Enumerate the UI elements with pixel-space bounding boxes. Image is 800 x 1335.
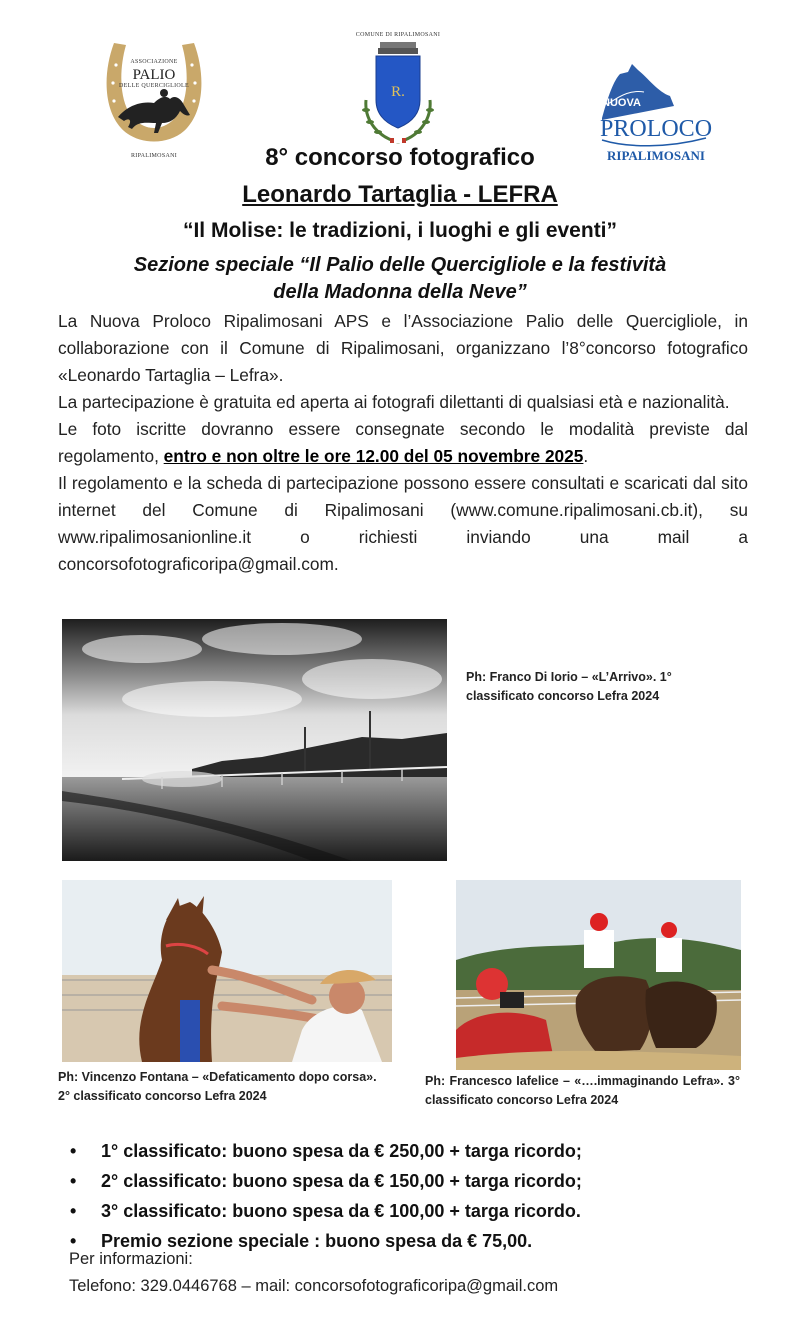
svg-text:NUOVA: NUOVA: [602, 97, 641, 109]
svg-text:R.: R.: [391, 84, 405, 100]
svg-text:COMUNE DI RIPALIMOSANI: COMUNE DI RIPALIMOSANI: [355, 32, 441, 38]
bullet-icon: •: [70, 1231, 77, 1251]
prize-text: Premio sezione speciale : buono spesa da € 75,00.: [101, 1231, 533, 1251]
photo-second-place: [62, 880, 392, 1062]
svg-text:PROLOCO: PROLOCO: [600, 116, 713, 142]
special-section-heading: [0, 252, 800, 306]
prize-text: 1° classificato: buono spesa da € 250,00 + targa ricordo;: [101, 1141, 582, 1161]
svg-text:PALIO: PALIO: [132, 67, 176, 83]
announcement-body: [58, 308, 748, 578]
prize-text: 2° classificato: buono spesa da € 150,00 + targa ricordo;: [101, 1171, 582, 1191]
svg-text:RIPALIMOSANI: RIPALIMOSANI: [130, 153, 178, 159]
photo-caption-first-place: Ph: Franco Di Iorio – «L’Arrivo». 1° classificato concorso Lefra 2024: [466, 670, 672, 703]
body-paragraph-rules: Il regolamento e la scheda di partecipazione possono essere consultati e scaricati dal sito internet del Comune di Ripalimosani (www.comune.ripalimosani.cb.it), su www.ripalimosanionline.it o richiesti inviando una mail a concorsofotograficoripa@gmail.com.: [58, 473, 748, 574]
bullet-icon: •: [70, 1171, 77, 1191]
comune-logo: [350, 30, 446, 152]
contest-title: 8° concorso fotografico: [265, 144, 535, 171]
svg-text:RIPALIMOSANI: RIPALIMOSANI: [607, 148, 705, 163]
prize-item: [70, 1166, 582, 1196]
prize-item: [70, 1196, 582, 1226]
coat-of-arms-icon: [350, 30, 446, 152]
body-paragraph-participation: La partecipazione è gratuita ed aperta ai fotografi dilettanti di qualsiasi età e nazionalità.: [58, 392, 730, 412]
photo-third-place: [456, 880, 741, 1070]
contest-theme: “Il Molise: le tradizioni, i luoghi e gli eventi”: [182, 219, 618, 242]
photo-caption-second-place: Ph: Vincenzo Fontana – «Defaticamento dopo corsa». 2° classificato concorso Lefra 2024: [58, 1070, 377, 1103]
body-paragraph-organizers: La Nuova Proloco Ripalimosani APS e l’Associazione Palio delle Quercigliole, in collaborazione con il Comune di Ripalimosani, organizzano l’8°concorso fotografico «Leonardo Tartaglia – Lefra».: [58, 311, 748, 385]
photo-caption-third-place: Ph: Francesco Iafelice – «….immaginando Lefra». 3° classificato concorso Lefra 2024: [425, 1074, 740, 1107]
photo-first-place: [62, 619, 447, 861]
bullet-icon: •: [70, 1141, 77, 1161]
prize-item: [70, 1136, 582, 1166]
special-section-line-2: della Madonna della Neve”: [273, 281, 527, 303]
svg-text:DELLE QUERCIGLIOLE: DELLE QUERCIGLIOLE: [119, 83, 189, 89]
bullet-icon: •: [70, 1201, 77, 1221]
deadline-intro: Le foto iscritte dovranno essere consegnate secondo le modalità previste dal regolamento,: [58, 419, 748, 466]
contact-details: Telefono: 329.0446768 – mail: concorsofotograficoripa@gmail.com: [69, 1277, 559, 1295]
contest-name: Leonardo Tartaglia - LEFRA: [242, 181, 558, 208]
deadline-date: entro e non oltre le ore 12.00 del 05 novembre 2025: [163, 446, 584, 466]
special-section-line-1: Sezione speciale “Il Palio delle Quercigliole e la festività: [133, 254, 667, 276]
prize-list: [70, 1136, 582, 1256]
prize-text: 3° classificato: buono spesa da € 100,00 + targa ricordo.: [101, 1201, 581, 1221]
contact-info: [69, 1246, 558, 1300]
contact-heading: Per informazioni:: [69, 1250, 193, 1268]
body-paragraph-deadline: [58, 416, 748, 470]
svg-text:ASSOCIAZIONE: ASSOCIAZIONE: [130, 59, 178, 65]
deadline-end: .: [583, 446, 589, 466]
